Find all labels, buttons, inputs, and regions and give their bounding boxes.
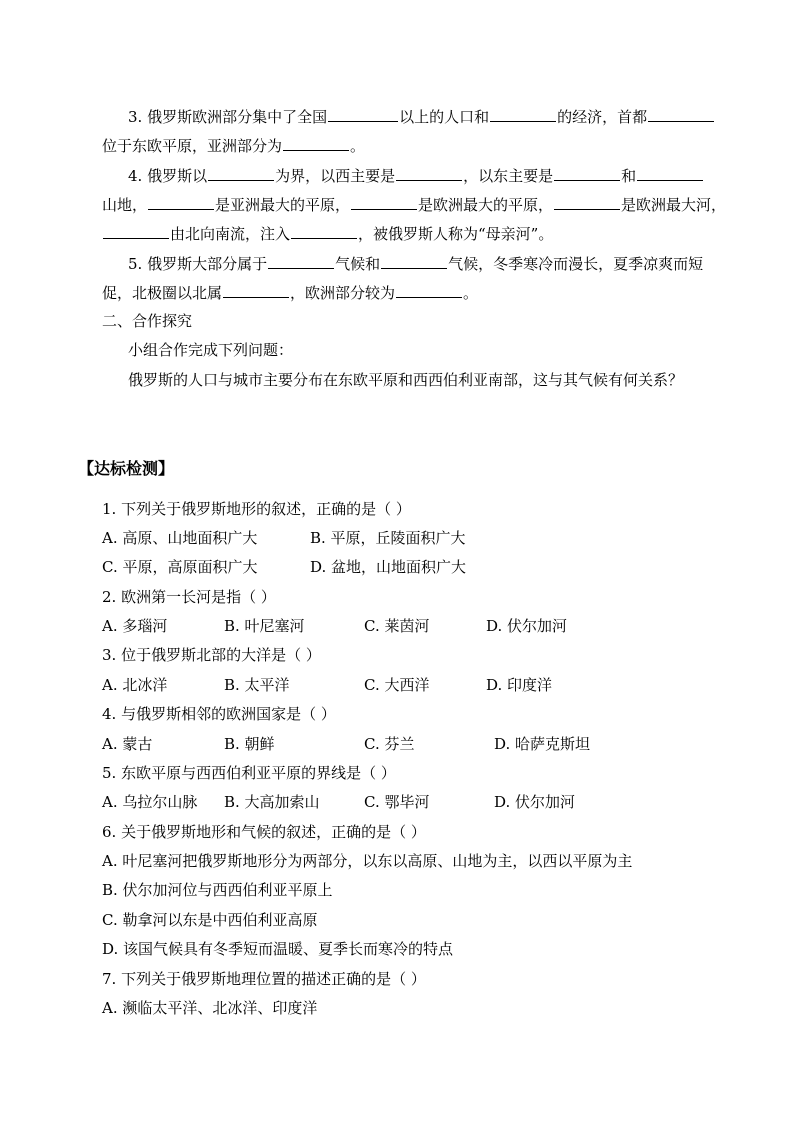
text-segment: 以上的人口和 bbox=[399, 108, 490, 126]
text-segment: ，被俄罗斯人称为“母亲河”。 bbox=[358, 225, 554, 243]
fill-in-q5-line1 bbox=[128, 253, 703, 274]
option-d[interactable]: D. 该国气候具有冬季短而温暖、夏季长而寒冷的特点 bbox=[102, 940, 454, 958]
answer-blank[interactable] bbox=[291, 223, 357, 239]
option-row bbox=[102, 528, 466, 548]
section-heading-cooperation: 二、合作探究 bbox=[102, 312, 193, 330]
text-segment: 4. 俄罗斯以 bbox=[128, 167, 208, 185]
fill-in-q5-line2 bbox=[102, 282, 478, 303]
option-row bbox=[102, 734, 590, 754]
text-segment: 位于东欧平原，亚洲部分为 bbox=[102, 137, 283, 155]
option-a[interactable]: A. 多瑙河 bbox=[102, 617, 168, 635]
option-c[interactable]: C. 平原，高原面积广大 bbox=[102, 558, 258, 576]
text-segment: 5. 俄罗斯大部分属于 bbox=[128, 255, 268, 273]
option-b[interactable]: B. 叶尼塞河 bbox=[224, 617, 305, 635]
answer-blank[interactable] bbox=[351, 194, 417, 210]
option-d[interactable]: D. 哈萨克斯坦 bbox=[494, 735, 591, 753]
option-a[interactable]: A. 乌拉尔山脉 bbox=[102, 793, 198, 811]
option-b[interactable]: B. 平原，丘陵面积广大 bbox=[310, 529, 466, 547]
answer-blank[interactable] bbox=[554, 165, 620, 181]
text-segment: ，以东主要是 bbox=[463, 167, 554, 185]
answer-blank[interactable] bbox=[381, 253, 447, 269]
text-segment: 气候和 bbox=[335, 255, 381, 273]
fill-in-q4-line1 bbox=[128, 165, 704, 186]
option-c[interactable]: C. 莱茵河 bbox=[364, 617, 430, 635]
answer-blank[interactable] bbox=[283, 135, 349, 151]
option-row bbox=[102, 557, 466, 577]
answer-blank[interactable] bbox=[490, 106, 556, 122]
answer-blank[interactable] bbox=[103, 223, 169, 239]
option-c[interactable]: C. 大西洋 bbox=[364, 676, 430, 694]
question-stem: 6. 关于俄罗斯地形和气候的叙述，正确的是（ ） bbox=[102, 823, 426, 841]
text-segment: 气候，冬季寒冷而漫长，夏季凉爽而短 bbox=[448, 255, 704, 273]
question-stem: 5. 东欧平原与西西伯利亚平原的界线是（ ） bbox=[102, 764, 396, 782]
answer-blank[interactable] bbox=[208, 165, 274, 181]
question-stem: 1. 下列关于俄罗斯地形的叙述，正确的是（ ） bbox=[102, 500, 411, 518]
option-c[interactable]: C. 鄂毕河 bbox=[364, 793, 430, 811]
option-row bbox=[102, 792, 575, 812]
text-segment: 促，北极圈以北属 bbox=[102, 284, 223, 302]
fill-in-q4-line3 bbox=[102, 223, 553, 244]
cooperation-intro: 小组合作完成下列问题： bbox=[128, 341, 294, 359]
answer-blank[interactable] bbox=[648, 106, 714, 122]
text-segment: ，欧洲部分较为 bbox=[290, 284, 396, 302]
option-a[interactable]: A. 高原、山地面积广大 bbox=[102, 529, 258, 547]
cooperation-question: 俄罗斯的人口与城市主要分布在东欧平原和西西伯利亚南部，这与其气候有何关系？ bbox=[128, 371, 684, 389]
option-c[interactable]: C. 芬兰 bbox=[364, 735, 415, 753]
text-segment: 和 bbox=[621, 167, 637, 185]
question-stem: 3. 位于俄罗斯北部的大洋是（ ） bbox=[102, 646, 321, 664]
option-b[interactable]: B. 大高加索山 bbox=[224, 793, 320, 811]
answer-blank[interactable] bbox=[223, 282, 289, 298]
answer-blank[interactable] bbox=[637, 165, 703, 181]
answer-blank[interactable] bbox=[554, 194, 620, 210]
option-a[interactable]: A. 蒙古 bbox=[102, 735, 153, 753]
text-segment: 是欧洲最大的平原， bbox=[418, 196, 554, 214]
text-segment: 山地， bbox=[102, 196, 148, 214]
text-segment: 的经济，首都 bbox=[557, 108, 648, 126]
option-c[interactable]: C. 勒拿河以东是中西伯利亚高原 bbox=[102, 911, 318, 929]
option-a[interactable]: A. 叶尼塞河把俄罗斯地形分为两部分，以东以高原、山地为主，以西以平原为主 bbox=[102, 852, 633, 870]
text-segment: 3. 俄罗斯欧洲部分集中了全国 bbox=[128, 108, 328, 126]
option-d[interactable]: D. 伏尔加河 bbox=[494, 793, 576, 811]
option-a[interactable]: A. 北冰洋 bbox=[102, 676, 168, 694]
option-b[interactable]: B. 朝鲜 bbox=[224, 735, 275, 753]
option-d[interactable]: D. 盆地，山地面积广大 bbox=[310, 558, 467, 576]
answer-blank[interactable] bbox=[268, 253, 334, 269]
option-a[interactable]: A. 濒临太平洋、北冰洋、印度洋 bbox=[102, 999, 318, 1017]
text-segment: 。 bbox=[350, 137, 366, 155]
text-segment: 是亚洲最大的平原， bbox=[215, 196, 351, 214]
option-row bbox=[102, 675, 552, 695]
option-b[interactable]: B. 伏尔加河位与西西伯利亚平原上 bbox=[102, 881, 333, 899]
fill-in-q3-line1 bbox=[128, 106, 715, 127]
text-segment: 。 bbox=[463, 284, 479, 302]
option-b[interactable]: B. 太平洋 bbox=[224, 676, 290, 694]
answer-blank[interactable] bbox=[396, 165, 462, 181]
question-stem: 4. 与俄罗斯相邻的欧洲国家是（ ） bbox=[102, 705, 336, 723]
answer-blank[interactable] bbox=[396, 282, 462, 298]
section-heading-test: 【达标检测】 bbox=[78, 459, 175, 478]
option-d[interactable]: D. 印度洋 bbox=[486, 676, 553, 694]
answer-blank[interactable] bbox=[328, 106, 398, 122]
text-segment: 为界，以西主要是 bbox=[275, 167, 396, 185]
option-d[interactable]: D. 伏尔加河 bbox=[486, 617, 568, 635]
question-stem: 7. 下列关于俄罗斯地理位置的描述正确的是（ ） bbox=[102, 970, 426, 988]
fill-in-q3-line2 bbox=[102, 135, 365, 156]
text-segment: 是欧洲最大河， bbox=[621, 196, 727, 214]
answer-blank[interactable] bbox=[148, 194, 214, 210]
text-segment: 由北向南流，注入 bbox=[170, 225, 291, 243]
option-row bbox=[102, 616, 567, 636]
question-stem: 2. 欧洲第一长河是指（ ） bbox=[102, 588, 276, 606]
fill-in-q4-line2 bbox=[102, 194, 726, 215]
